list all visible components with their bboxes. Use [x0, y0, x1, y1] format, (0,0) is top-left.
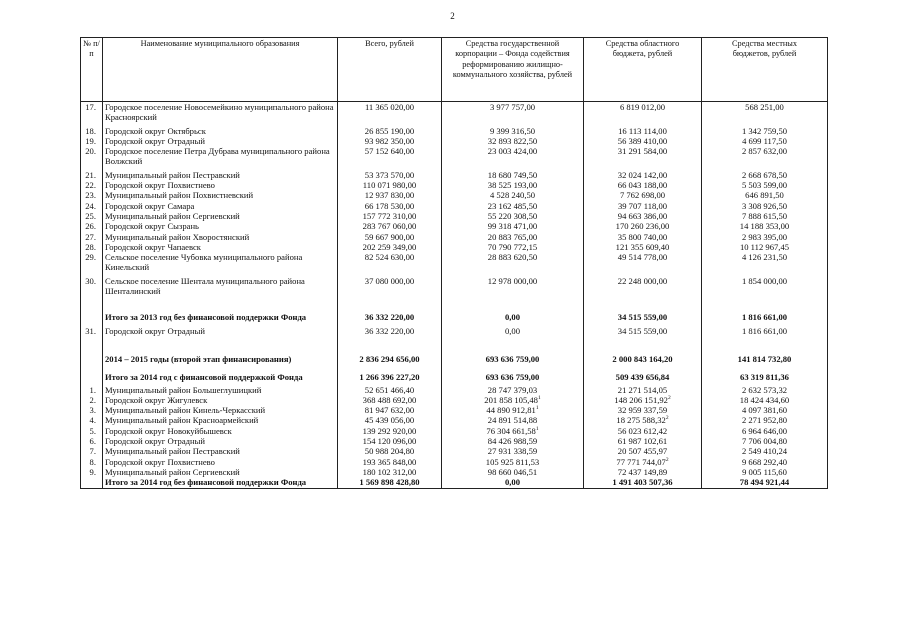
row-total: 50 988 204,80: [338, 446, 442, 456]
row-fund: 38 525 193,00: [442, 180, 584, 190]
row-fund: 201 858 105,48$^1$: [442, 395, 584, 405]
row-number: 21.: [81, 170, 103, 180]
row-regional: 72 437 149,89: [584, 467, 702, 477]
row-name: Муниципальный район Пестравский: [103, 170, 338, 180]
row-fund: 27 931 338,59: [442, 446, 584, 456]
row-number: 30.: [81, 276, 103, 313]
row-fund: 44 890 912,81$^1$: [442, 405, 584, 415]
table-row: [81, 146, 828, 170]
row-name: Городской округ Октябрьск: [103, 126, 338, 136]
row-number: 20.: [81, 146, 103, 170]
row-total: 36 332 220,00: [338, 312, 442, 325]
row-total: 368 488 692,00: [338, 395, 442, 405]
row-total: 36 332 220,00: [338, 326, 442, 354]
row-regional: 148 206 151,92$^2$: [584, 395, 702, 405]
row-regional: 34 515 559,00: [584, 312, 702, 325]
row-fund: 18 680 749,50: [442, 170, 584, 180]
row-local: 63 319 811,36: [702, 372, 828, 384]
header-regional: Средства областного бюджета, рублей: [584, 38, 702, 102]
row-number: 18.: [81, 126, 103, 136]
row-local: 1 342 759,50: [702, 126, 828, 136]
row-fund: 24 891 514,88: [442, 415, 584, 425]
row-regional: 34 515 559,00: [584, 326, 702, 354]
row-number: 8.: [81, 457, 103, 467]
row-number: 6.: [81, 436, 103, 446]
table-row: [81, 170, 828, 180]
row-fund: 4 528 240,50: [442, 190, 584, 200]
footnote-mark: 1: [535, 405, 539, 412]
row-local: 7 706 004,80: [702, 436, 828, 446]
row-fund: 0,00: [442, 326, 584, 354]
row-fund: 0,00: [442, 312, 584, 325]
row-regional: 121 355 609,40: [584, 242, 702, 252]
row-total: 53 373 570,00: [338, 170, 442, 180]
row-fund: 693 636 759,00: [442, 372, 584, 384]
row-number: 23.: [81, 190, 103, 200]
table-row: [81, 211, 828, 221]
row-total: 45 439 056,00: [338, 415, 442, 425]
row-number: 25.: [81, 211, 103, 221]
row-regional: 94 663 386,00: [584, 211, 702, 221]
table-row: [81, 385, 828, 395]
row-number: [81, 354, 103, 372]
row-local: 1 816 661,00: [702, 326, 828, 354]
row-regional: 6 819 012,00: [584, 102, 702, 126]
row-name: Городской округ Похвистнево: [103, 180, 338, 190]
row-regional: 20 507 455,97: [584, 446, 702, 456]
row-regional: 56 023 612,42: [584, 426, 702, 436]
row-fund: 28 883 620,50: [442, 252, 584, 276]
row-name: Городской округ Жигулевск: [103, 395, 338, 405]
table-row: [81, 242, 828, 252]
row-local: 4 097 381,60: [702, 405, 828, 415]
row-total: 1 569 898 428,80: [338, 477, 442, 488]
row-total: 57 152 640,00: [338, 146, 442, 170]
row-total: 37 080 000,00: [338, 276, 442, 313]
row-name: Городской округ Самара: [103, 201, 338, 211]
row-local: 2 857 632,00: [702, 146, 828, 170]
row-regional: 18 275 588,32$^2$: [584, 415, 702, 425]
row-fund: 55 220 308,50: [442, 211, 584, 221]
header-total: Всего, рублей: [338, 38, 442, 102]
row-fund: 23 003 424,00: [442, 146, 584, 170]
row-number: 29.: [81, 252, 103, 276]
row-name: Итого за 2013 год без финансовой поддержки Фонда: [103, 312, 338, 325]
table-row: [81, 102, 828, 126]
row-total: 59 667 900,00: [338, 232, 442, 242]
row-local: 2 632 573,32: [702, 385, 828, 395]
row-total: 180 102 312,00: [338, 467, 442, 477]
row-regional: 2 000 843 164,20: [584, 354, 702, 372]
table-row: [81, 446, 828, 456]
row-total: 26 855 190,00: [338, 126, 442, 136]
row-fund: 0,00: [442, 477, 584, 488]
row-name: 2014 – 2015 годы (второй этап финансирования): [103, 354, 338, 372]
footnote-mark: 1: [535, 425, 539, 432]
row-fund: 20 883 765,00: [442, 232, 584, 242]
row-name: Муниципальный район Сергиевский: [103, 467, 338, 477]
row-number: 31.: [81, 326, 103, 354]
table-row: [81, 326, 828, 354]
table-header-row: [81, 38, 828, 102]
row-name: Муниципальный район Красноармейский: [103, 415, 338, 425]
row-fund: 693 636 759,00: [442, 354, 584, 372]
table-row: [81, 126, 828, 136]
row-number: 17.: [81, 102, 103, 126]
row-total: 2 836 294 656,00: [338, 354, 442, 372]
row-total: 202 259 349,00: [338, 242, 442, 252]
row-regional: 61 987 102,61: [584, 436, 702, 446]
row-fund: 70 790 772,15: [442, 242, 584, 252]
header-fund: Средства государственной корпорации – Фонда содействия реформированию жилищно-коммунального хозяйства, рублей: [442, 38, 584, 102]
row-local: 7 888 615,50: [702, 211, 828, 221]
row-local: 1 854 000,00: [702, 276, 828, 313]
table-row: [81, 426, 828, 436]
row-regional: 21 271 514,05: [584, 385, 702, 395]
row-regional: 66 043 188,00: [584, 180, 702, 190]
row-local: 18 424 434,60: [702, 395, 828, 405]
row-local: 78 494 921,44: [702, 477, 828, 488]
row-fund: 12 978 000,00: [442, 276, 584, 313]
row-number: 2.: [81, 395, 103, 405]
row-local: 2 549 410,24: [702, 446, 828, 456]
table-row: [81, 221, 828, 231]
row-local: 141 814 732,80: [702, 354, 828, 372]
row-name: Муниципальный район Сергиевский: [103, 211, 338, 221]
row-total: 154 120 096,00: [338, 436, 442, 446]
row-total: 1 266 396 227,20: [338, 372, 442, 384]
table-row: [81, 180, 828, 190]
header-local: Средства местных бюджетов, рублей: [702, 38, 828, 102]
page-number: 2: [450, 11, 455, 21]
row-name: Муниципальный район Пестравский: [103, 446, 338, 456]
row-fund: 98 660 046,51: [442, 467, 584, 477]
row-name: Городской округ Похвистнево: [103, 457, 338, 467]
row-regional: 16 113 114,00: [584, 126, 702, 136]
row-local: 5 503 599,00: [702, 180, 828, 190]
row-number: 9.: [81, 467, 103, 477]
financing-table: [80, 37, 828, 489]
row-local: 568 251,00: [702, 102, 828, 126]
row-number: 4.: [81, 415, 103, 425]
row-fund: 99 318 471,00: [442, 221, 584, 231]
row-total: 52 651 466,40: [338, 385, 442, 395]
table-row: [81, 457, 828, 467]
row-total: 110 071 980,00: [338, 180, 442, 190]
row-number: [81, 312, 103, 325]
row-fund: 32 893 822,50: [442, 136, 584, 146]
table-row: [81, 136, 828, 146]
row-number: 28.: [81, 242, 103, 252]
row-total: 66 178 530,00: [338, 201, 442, 211]
row-regional: 7 762 698,00: [584, 190, 702, 200]
row-total: 139 292 920,00: [338, 426, 442, 436]
table-row: [81, 405, 828, 415]
table-row: [81, 201, 828, 211]
row-total: 82 524 630,00: [338, 252, 442, 276]
row-name: Городской округ Отрадный: [103, 326, 338, 354]
row-number: 3.: [81, 405, 103, 415]
row-fund: 84 426 988,59: [442, 436, 584, 446]
row-name: Городской округ Чапаевск: [103, 242, 338, 252]
row-name: Итого за 2014 год без финансовой поддержки Фонда: [103, 477, 338, 488]
row-local: 4 699 117,50: [702, 136, 828, 146]
subtotal-2014-with-row: [81, 372, 828, 384]
row-regional: 49 514 778,00: [584, 252, 702, 276]
header-name: Наименование муниципального образования: [103, 38, 338, 102]
row-local: 1 816 661,00: [702, 312, 828, 325]
footnote-mark: 2: [665, 415, 669, 422]
row-local: 14 188 353,00: [702, 221, 828, 231]
row-name: Муниципальный район Похвистневский: [103, 190, 338, 200]
row-fund: 105 925 811,53: [442, 457, 584, 467]
row-regional: 32 024 142,00: [584, 170, 702, 180]
row-regional: 56 389 410,00: [584, 136, 702, 146]
row-total: 283 767 060,00: [338, 221, 442, 231]
row-regional: 1 491 403 507,36: [584, 477, 702, 488]
row-regional: 22 248 000,00: [584, 276, 702, 313]
row-local: 2 668 678,50: [702, 170, 828, 180]
row-regional: 32 959 337,59: [584, 405, 702, 415]
row-local: 6 964 646,00: [702, 426, 828, 436]
row-local: 2 983 395,00: [702, 232, 828, 242]
row-local: 9 668 292,40: [702, 457, 828, 467]
table-row: [81, 436, 828, 446]
row-name: Городской округ Сызрань: [103, 221, 338, 231]
row-local: 646 891,50: [702, 190, 828, 200]
row-name: Муниципальный район Кинель-Черкасский: [103, 405, 338, 415]
stage-2014-2015-row: [81, 354, 828, 372]
row-fund: 23 162 485,50: [442, 201, 584, 211]
row-total: 157 772 310,00: [338, 211, 442, 221]
row-number: 19.: [81, 136, 103, 146]
subtotal-2013-row: [81, 312, 828, 325]
table-row: [81, 276, 828, 313]
row-total: 11 365 020,00: [338, 102, 442, 126]
row-regional: 31 291 584,00: [584, 146, 702, 170]
row-total: 12 937 830,00: [338, 190, 442, 200]
row-regional: 170 260 236,00: [584, 221, 702, 231]
row-number: 27.: [81, 232, 103, 242]
row-number: 24.: [81, 201, 103, 211]
row-local: 3 308 926,50: [702, 201, 828, 211]
row-fund: 76 304 661,58$^1$: [442, 426, 584, 436]
table-row: [81, 252, 828, 276]
row-local: 10 112 967,45: [702, 242, 828, 252]
row-number: 7.: [81, 446, 103, 456]
row-local: 4 126 231,50: [702, 252, 828, 276]
row-number: 5.: [81, 426, 103, 436]
row-name: Городское поселение Новосемейкино муниципального района Красноярский: [103, 102, 338, 126]
header-num: № п/п: [81, 38, 103, 102]
row-name: Сельское поселение Чубовка муниципального района Кинельский: [103, 252, 338, 276]
row-local: 9 005 115,60: [702, 467, 828, 477]
row-number: 22.: [81, 180, 103, 190]
row-regional: 509 439 656,84: [584, 372, 702, 384]
row-name: Городской округ Новокуйбышевск: [103, 426, 338, 436]
footnote-mark: 1: [537, 394, 541, 401]
row-number: 1.: [81, 385, 103, 395]
row-total: 93 982 350,00: [338, 136, 442, 146]
row-name: Городское поселение Петра Дубрава муниципального района Волжский: [103, 146, 338, 170]
table-row: [81, 415, 828, 425]
row-fund: 9 399 316,50: [442, 126, 584, 136]
table-row: [81, 232, 828, 242]
row-regional: 77 771 744,07$^2$: [584, 457, 702, 467]
row-regional: 35 800 740,00: [584, 232, 702, 242]
table-row: [81, 190, 828, 200]
row-total: 81 947 632,00: [338, 405, 442, 415]
row-name: Сельское поселение Шентала муниципального района Шенталинский: [103, 276, 338, 313]
table-row: [81, 395, 828, 405]
row-name: Городской округ Отрадный: [103, 136, 338, 146]
footnote-mark: 2: [665, 456, 669, 463]
row-number: [81, 477, 103, 488]
row-regional: 39 707 118,00: [584, 201, 702, 211]
row-name: Городской округ Отрадный: [103, 436, 338, 446]
footnote-mark: 2: [667, 394, 671, 401]
row-name: Муниципальный район Хворостянский: [103, 232, 338, 242]
row-name: Муниципальный район Большеглушицкий: [103, 385, 338, 395]
row-total: 193 365 848,00: [338, 457, 442, 467]
row-fund: 28 747 379,03: [442, 385, 584, 395]
row-number: 26.: [81, 221, 103, 231]
row-name: Итого за 2014 год с финансовой поддержкой Фонда: [103, 372, 338, 384]
row-fund: 3 977 757,00: [442, 102, 584, 126]
subtotal-2014-without-row: [81, 477, 828, 488]
table-row: [81, 467, 828, 477]
table-body: [81, 102, 828, 489]
row-local: 2 271 952,80: [702, 415, 828, 425]
row-number: [81, 372, 103, 384]
